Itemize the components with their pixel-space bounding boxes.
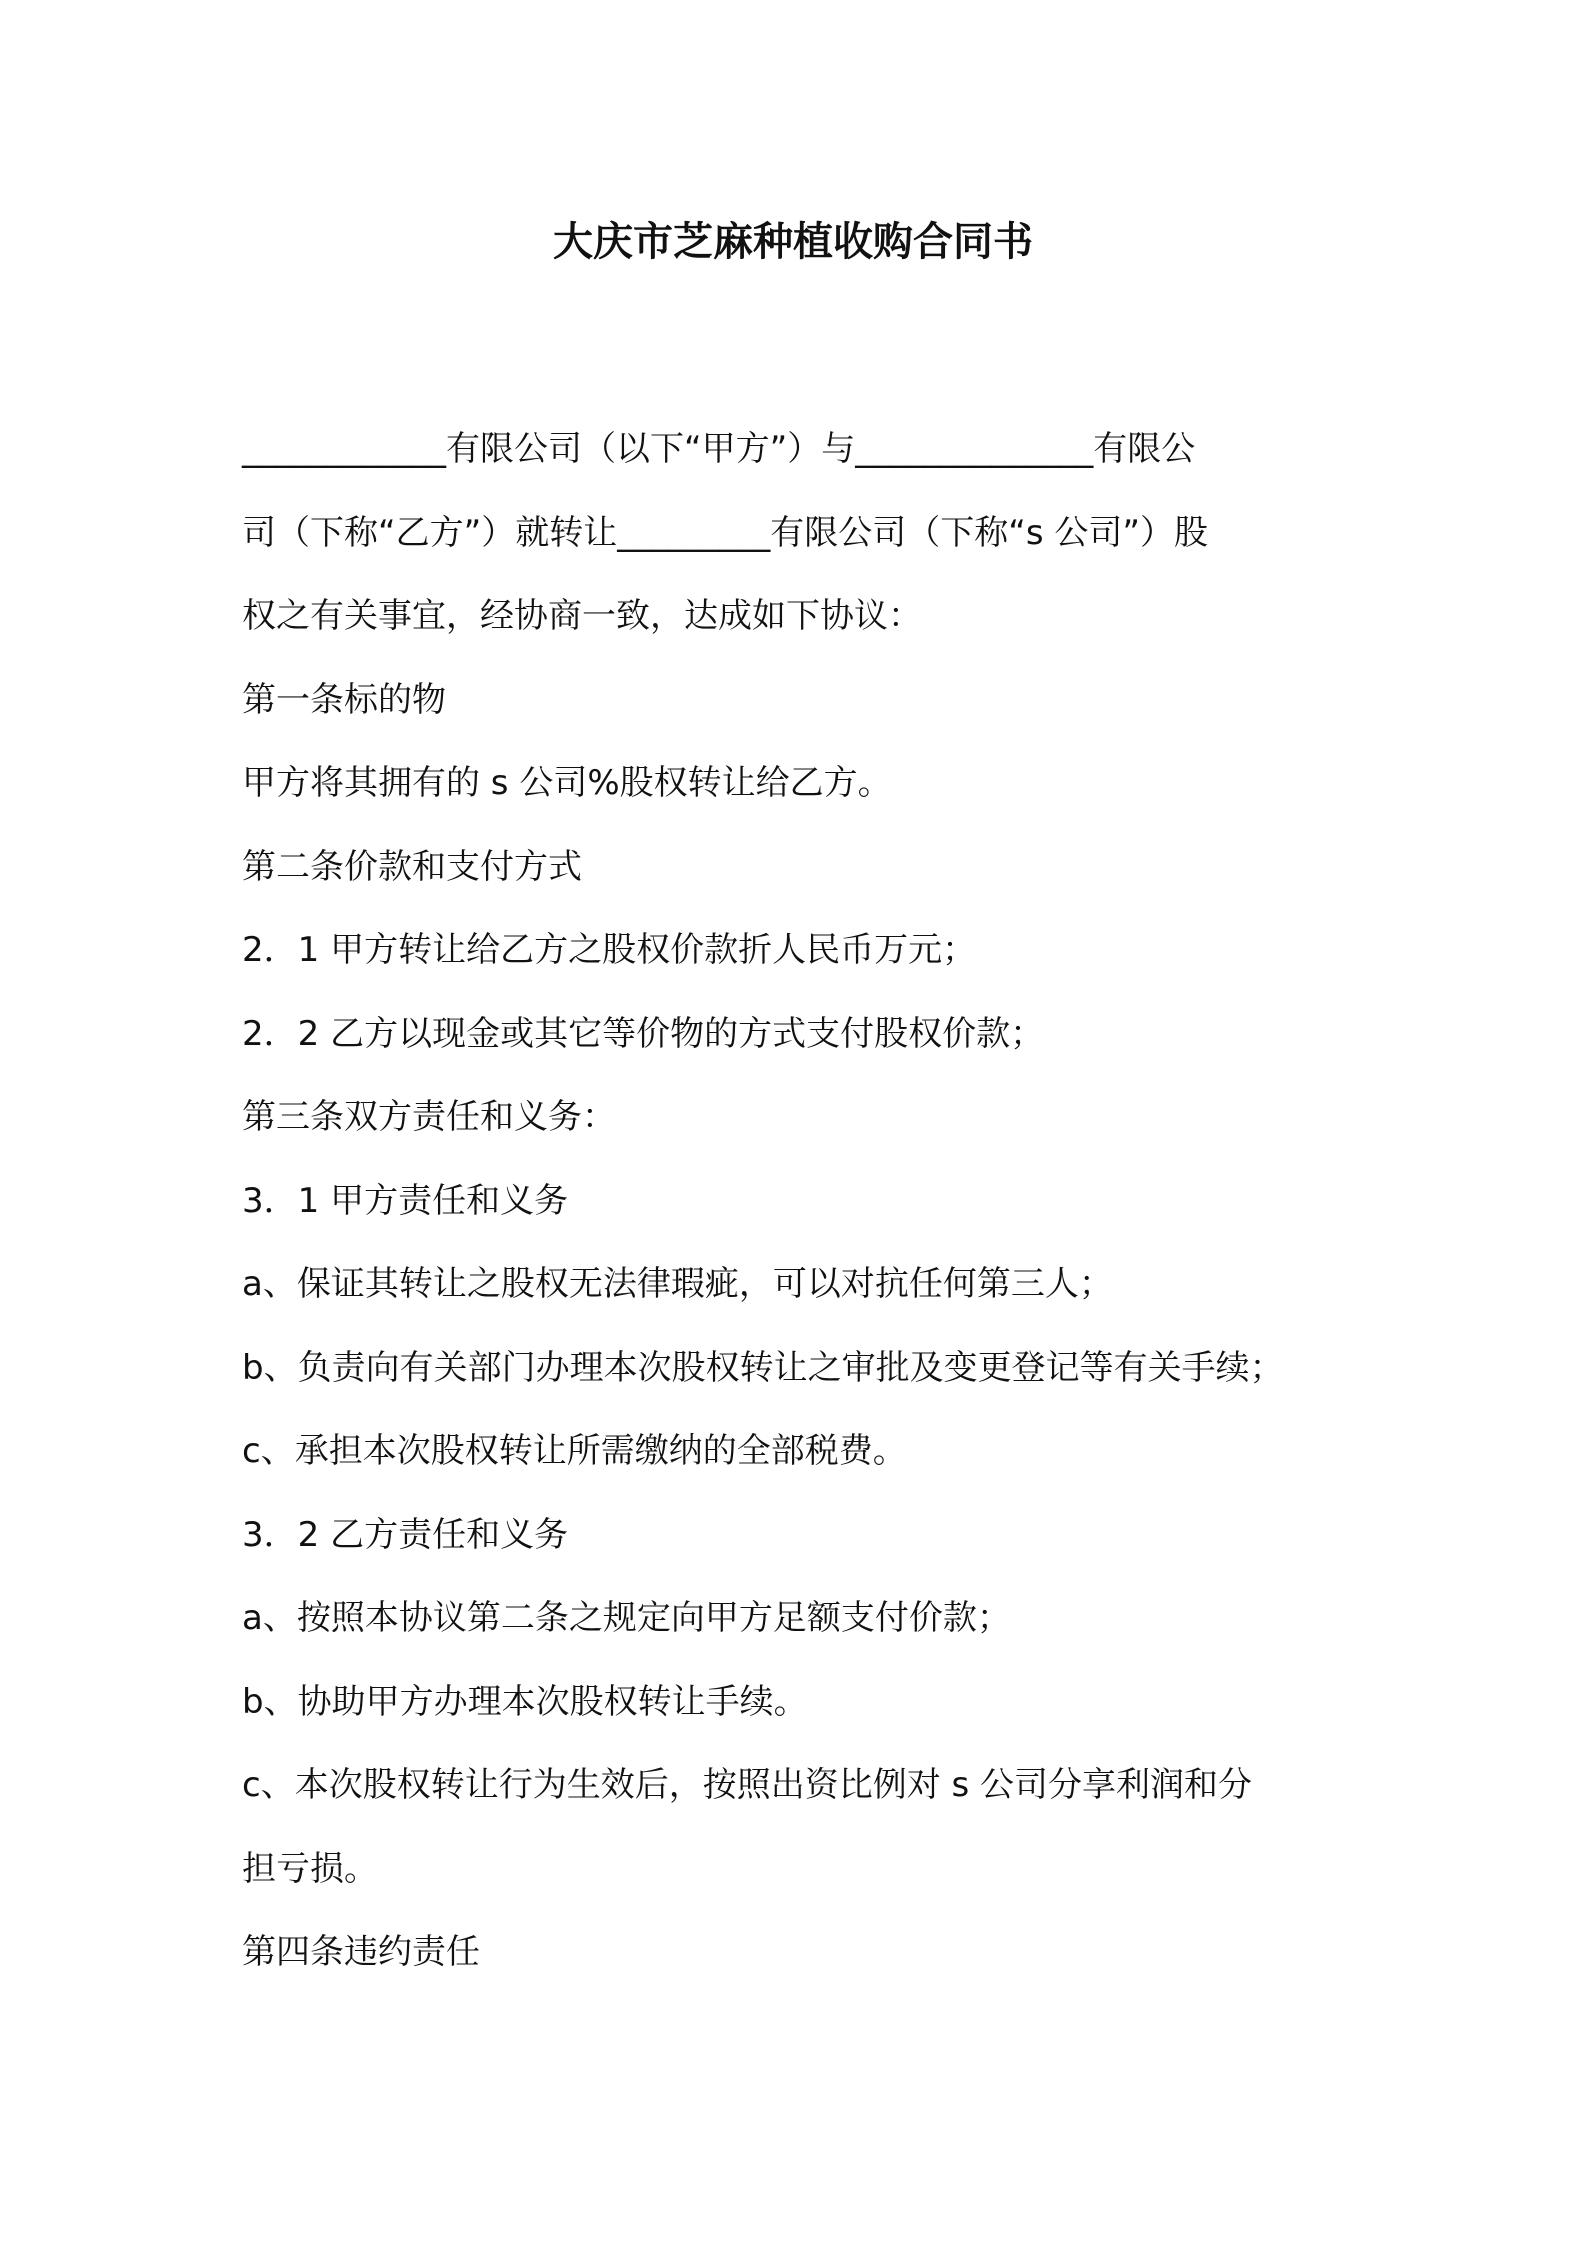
list-item: a、按照本协议第二条之规定向甲方足额支付价款；	[242, 1598, 1011, 1638]
clause-item: 3．2 乙方责任和义务	[242, 1514, 569, 1555]
paragraph-line: ____________有限公司（以下“甲方”）与______________有限公	[242, 429, 1196, 469]
document-title: 大庆市芝麻种植收购合同书	[553, 219, 1033, 265]
document-body	[242, 408, 1362, 1995]
list-item: c、承担本次股权转让所需缴纳的全部税费。	[242, 1431, 907, 1471]
list-item: b、协助甲方办理本次股权转让手续。	[242, 1681, 808, 1722]
clause-item: 3．1 甲方责任和义务	[242, 1180, 569, 1221]
list-item: b、负责向有关部门办理本次股权转让之审批及变更登记等有关手续；	[242, 1347, 1284, 1388]
section-heading: 第二条价款和支付方式	[242, 846, 582, 887]
paragraph-line: 司（下称“乙方”）就转让_________有限公司（下称“s 公司”）股	[242, 512, 1208, 553]
section-heading: 第三条双方责任和义务：	[242, 1097, 616, 1137]
paragraph-line: 甲方将其拥有的 s 公司%股权转让给乙方。	[242, 763, 892, 803]
clause-item: 2．1 甲方转让给乙方之股权价款折人民币万元；	[242, 930, 977, 970]
list-item: a、保证其转让之股权无法律瑕疵，可以对抗任何第三人；	[242, 1264, 1113, 1304]
section-heading: 第四条违约责任	[242, 1932, 480, 1972]
list-item: c、本次股权转让行为生效后，按照出资比例对 s 公司分享利润和分	[242, 1765, 1253, 1805]
clause-item: 2．2 乙方以现金或其它等价物的方式支付股权价款；	[242, 1013, 1045, 1054]
paragraph-line: 权之有关事宜，经协商一致，达成如下协议：	[242, 596, 922, 636]
section-heading: 第一条标的物	[242, 679, 446, 720]
list-item: 担亏损。	[242, 1848, 378, 1889]
